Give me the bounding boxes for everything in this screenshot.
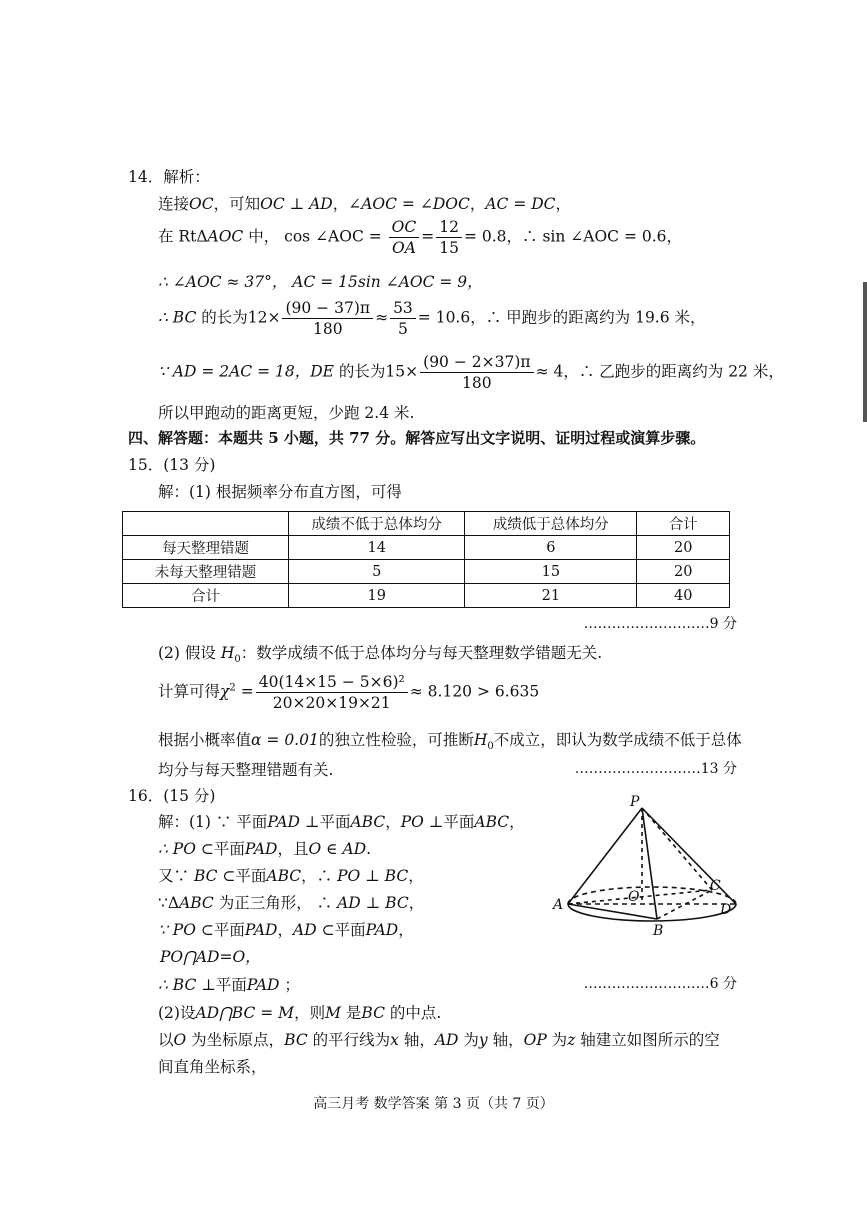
fraction <box>390 298 416 339</box>
math: AD ⊥ BC <box>337 894 409 912</box>
table-cell: 成绩低于总体均分 <box>465 512 637 536</box>
label-B: B <box>653 923 664 939</box>
text: 的长为 <box>333 362 386 381</box>
math: PO ⊥ BC <box>337 867 409 885</box>
table-cell: 成绩不低于总体均分 <box>289 512 465 536</box>
math: ABC <box>179 894 214 912</box>
table-cell: 合计 <box>637 512 730 536</box>
q14-line5 <box>158 352 784 393</box>
table-cell: 15 <box>465 560 637 584</box>
q14-header: 14．解析： <box>128 168 210 186</box>
text: (2)设 <box>158 1004 196 1022</box>
cone-figure <box>550 792 740 942</box>
table-cell: 40 <box>637 584 730 608</box>
text: 的中点. <box>384 1004 442 1022</box>
table-cell: 21 <box>465 584 637 608</box>
math: PAD <box>244 840 278 858</box>
math: O <box>173 1031 187 1049</box>
q15-conclusion <box>158 728 742 752</box>
q14-line4 <box>158 298 706 339</box>
math: PAD ⊥ <box>267 813 320 831</box>
text: 根据小概率值 <box>158 731 252 749</box>
text: 平面 <box>215 976 247 994</box>
q14-line2 <box>158 217 682 258</box>
q15-part2 <box>158 641 602 665</box>
q15-conclusion-cont: 均分与每天整理错题有关. <box>158 761 334 779</box>
superscript: 2 <box>229 682 236 694</box>
text: . <box>366 840 372 858</box>
label-P: P <box>630 794 640 810</box>
fraction <box>282 298 373 339</box>
table-cell: 每天整理错题 <box>123 536 289 560</box>
table-cell <box>123 512 289 536</box>
text: 解：(1) ∵ 平面 <box>158 813 268 831</box>
subscript: 0 <box>234 654 241 666</box>
q16-part2-coord <box>158 1028 720 1050</box>
text: ； <box>279 976 300 994</box>
math: ∠AOC = ∠DOC <box>348 195 470 213</box>
text: ，且 <box>277 840 309 858</box>
math: PO ⊥ <box>400 813 444 831</box>
score-marker: ………………………13 分 <box>574 761 737 777</box>
q16-line5 <box>158 918 414 940</box>
text: ， <box>408 867 424 885</box>
edge-PD <box>642 808 736 904</box>
q16-header: 16．(15 分) <box>128 787 216 805</box>
text: 轴， <box>398 1031 435 1049</box>
text: 平面 <box>319 813 351 831</box>
math: ∴ PO ⊂ <box>158 840 214 858</box>
text: 为 <box>546 1031 568 1049</box>
math: O ∈ AD <box>308 840 367 858</box>
math: ∴ BC ⊥ <box>158 976 216 994</box>
edge-AC <box>568 890 712 904</box>
math: ≈ 8.120 > 6.635 <box>409 682 540 701</box>
math: = <box>421 227 435 246</box>
q16-part2 <box>158 1001 441 1023</box>
text: ∵Δ <box>158 894 180 912</box>
math: ≈ <box>375 308 389 327</box>
score-marker: ………………………9 分 <box>583 616 737 632</box>
text: 的平行线为 <box>307 1031 391 1049</box>
math: α = 0.01 <box>251 731 319 749</box>
fraction <box>389 217 420 258</box>
subscript: 0 <box>487 741 494 753</box>
q14-line6: 所以甲跑动的距离更短，少跑 2.4 米. <box>158 404 415 422</box>
denominator: 15 <box>439 239 459 257</box>
scrollbar[interactable] <box>863 282 867 422</box>
math: ABC <box>474 813 510 831</box>
math: 12× <box>247 308 281 327</box>
text: 轴， <box>487 1031 524 1049</box>
table-cell: 6 <box>465 536 637 560</box>
score-marker: ………………………6 分 <box>583 976 737 992</box>
q15-header: 15．(13 分) <box>128 456 216 474</box>
denominator: 5 <box>397 320 408 338</box>
text: 连接 <box>158 195 190 213</box>
table-cell: 未每天整理错题 <box>123 560 289 584</box>
fraction <box>420 352 533 393</box>
text: ， <box>277 921 294 939</box>
denominator: 20×20×19×21 <box>272 694 391 712</box>
text: 平面 <box>213 921 245 939</box>
text: (2) 假设 <box>158 644 216 662</box>
text: ， <box>408 894 425 912</box>
q14-line3: ∴ ∠AOC ≈ 37°， AC = 15sin ∠AOC = 9， <box>158 273 483 291</box>
table-cell: 14 <box>289 536 465 560</box>
text: ， <box>385 813 401 831</box>
text: 平面 <box>334 921 366 939</box>
math: BC ⊂ <box>193 867 236 885</box>
math: z <box>567 1031 576 1049</box>
q16-line3 <box>158 864 424 886</box>
q16-line2 <box>158 837 371 859</box>
math: PAD <box>365 921 399 939</box>
numerator: 40(14×15 − 5×6)² <box>256 672 408 693</box>
contingency-table <box>122 511 730 608</box>
edge-PC <box>642 808 712 890</box>
table-header-row <box>123 512 730 536</box>
math: PAD <box>244 921 278 939</box>
table-cell: 19 <box>289 584 465 608</box>
text: ，则 <box>294 1004 326 1022</box>
text: 中， <box>243 227 280 246</box>
q16-line4 <box>158 891 424 913</box>
table-cell: 合计 <box>123 584 289 608</box>
math: χ <box>220 682 230 701</box>
text: 轴建立如图所示的空 <box>575 1031 720 1049</box>
math: ABC <box>350 813 386 831</box>
q16-part2-cont: 间直角坐标系， <box>158 1058 267 1076</box>
label-D: D <box>720 902 732 918</box>
numerator: 12 <box>436 217 462 238</box>
numerator: (90 − 37)π <box>282 298 373 319</box>
table-cell: 20 <box>637 560 730 584</box>
text: 在 RtΔ <box>158 227 208 246</box>
numerator: 53 <box>390 298 416 319</box>
edge-AB <box>568 904 657 919</box>
math: H <box>473 731 488 749</box>
math: M <box>325 1004 341 1022</box>
table-row <box>123 536 730 560</box>
math: OP <box>523 1031 547 1049</box>
text: ：数学成绩不低于总体均分与每天整理数学错题无关. <box>240 644 603 662</box>
text: ， <box>509 813 525 831</box>
numerator: (90 − 2×37)π <box>420 352 533 373</box>
q15-calc <box>158 672 539 713</box>
text: ， <box>469 195 486 213</box>
math: 15× <box>385 362 419 381</box>
math: y <box>478 1031 488 1049</box>
math: OC ⊥ AD <box>260 195 333 213</box>
text: 又∵ <box>158 867 194 885</box>
table-cell: 20 <box>637 536 730 560</box>
math: H <box>220 644 235 662</box>
text: 是 <box>340 1004 362 1022</box>
text: ， <box>555 195 572 213</box>
math: cos ∠AOC = <box>284 227 382 246</box>
label-O: O <box>628 889 640 905</box>
math: DE <box>310 362 334 381</box>
math: ∵ PO ⊂ <box>158 921 214 939</box>
denominator: OA <box>392 239 416 257</box>
math: BC <box>284 1031 308 1049</box>
q15-intro: 解：(1) 根据频率分布直方图，可得 <box>158 483 402 501</box>
text: ，可知 <box>213 195 261 213</box>
text: 平面 <box>235 867 267 885</box>
math: AD <box>434 1031 459 1049</box>
fraction <box>436 217 462 258</box>
table-row <box>123 560 730 584</box>
page-footer: 高三月考 数学答案 第 3 页（共 7 页） <box>313 1096 554 1112</box>
table-cell: 5 <box>289 560 465 584</box>
table-row <box>123 584 730 608</box>
text: ， <box>398 921 414 939</box>
numerator: OC <box>389 217 420 238</box>
math: ≈ 4，∴ 乙跑步的距离约为 22 米， <box>535 362 784 381</box>
text: 为坐标原点， <box>186 1031 285 1049</box>
math: x <box>390 1031 399 1049</box>
q14-line1 <box>158 192 571 214</box>
math: BC <box>361 1004 385 1022</box>
text: 为 <box>458 1031 479 1049</box>
math: AOC <box>207 227 244 246</box>
text: ， <box>332 195 349 213</box>
text: 的独立性检验，可推断 <box>318 731 474 749</box>
math: ∴ BC <box>158 308 197 327</box>
section-4-title: 四、解答题：本题共 5 小题，共 77 分。解答应写出文字说明、证明过程或演算步骤。 <box>128 429 706 447</box>
label-C: C <box>710 878 721 894</box>
math: PAD <box>246 976 280 994</box>
text: 计算可得 <box>158 682 221 701</box>
math: = 10.6，∴ 甲跑步的距离约为 19.6 米， <box>417 308 706 327</box>
label-A: A <box>553 897 564 913</box>
text: 平面 <box>213 840 245 858</box>
text: 以 <box>158 1031 174 1049</box>
text: ，∴ <box>301 867 338 885</box>
math: ∵ AD = 2AC = 18， <box>158 362 311 381</box>
denominator: 180 <box>462 374 492 392</box>
q16-line1 <box>158 810 525 832</box>
text: 不成立，即认为数学成绩不低于总体 <box>493 731 742 749</box>
fraction <box>256 672 408 713</box>
text: 为正三角形， ∴ <box>213 894 338 912</box>
text: 的长为 <box>196 308 248 327</box>
math: ABC <box>266 867 302 885</box>
math: OC <box>189 195 214 213</box>
math: AD⋂BC = M <box>195 1004 295 1022</box>
denominator: 180 <box>312 320 343 338</box>
math: AD ⊂ <box>293 921 335 939</box>
math: = <box>235 682 254 701</box>
math: = 0.8，∴ sin ∠AOC = 0.6， <box>463 227 683 246</box>
math: AC = DC <box>485 195 556 213</box>
text: 平面 <box>443 813 475 831</box>
q16-line7 <box>158 973 300 995</box>
edge-PB <box>642 808 657 919</box>
q16-line6: PO⋂AD=O， <box>160 948 261 966</box>
